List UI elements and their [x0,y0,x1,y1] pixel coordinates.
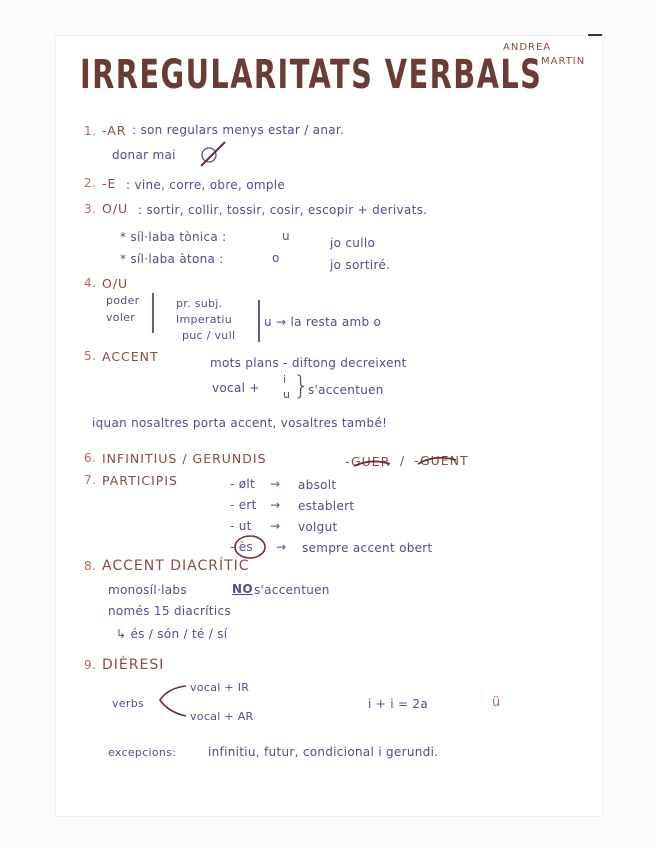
participle-arrow-3: → [270,519,281,533]
section-7-label: PARTICIPIS [102,473,178,488]
section-3-bullet-2: * síl·laba àtona : [120,252,224,266]
section-4-result: u → la resta amb o [264,315,382,329]
section-9-label: DIÈRESI [102,657,165,673]
section-5-u: u [283,388,291,401]
participle-result-3: volgut [298,520,338,534]
section-4-mood-1: pr. subj. [176,297,223,310]
participle-arrow-4: → [276,540,287,554]
section-5-i: i [283,373,287,386]
section-4-divider [152,293,154,333]
section-3-label: O/U [102,201,129,216]
section-4-mood-2: Imperatiu [176,313,233,326]
section-4-bracket [258,300,260,342]
participle-result-2: establert [298,499,355,513]
section-4-number: 4. [84,276,97,290]
participle-result-1: absolt [298,478,337,492]
participle-suffix-2: - ert [230,498,257,512]
section-4-verb-poder: poder [106,294,140,307]
empty-set-symbol [198,140,228,170]
section-8-line-3: ↳ és / són / té / sí [116,627,228,641]
section-3-bullet-2-example: jo sortiré. [330,258,391,272]
section-6-suffix-b: -GUENT [414,453,469,468]
section-6-separator: / [400,453,406,468]
participle-circle [234,534,270,560]
section-5-vocal: vocal + [212,381,260,395]
page-title: IRREGULARITATS VERBALS [80,52,543,98]
section-8-accentuate: s'accentuen [254,583,330,597]
section-1-text: : son regulars menys estar / anar. [132,123,345,137]
section-9-number: 9. [84,658,97,672]
section-8-label: ACCENT DIACRÍTIC [102,558,250,574]
section-9-exceptions-label: excepcions: [108,746,177,759]
section-5-line-2: s'accentuen [308,383,384,397]
section-4-verb-voler: voler [106,311,136,324]
section-3-bullet-1-vowel: u [282,229,290,243]
section-5-label: ACCENT [102,349,159,364]
section-5-note: iquan nosaltres porta accent, vosaltres també! [92,416,388,430]
section-6-number: 6. [84,451,97,465]
participle-arrow-2: → [270,498,281,512]
section-6-suffix-a: -GUER [345,454,391,469]
participle-suffix-1: - ølt [230,477,256,491]
section-2-label: -E [102,176,117,191]
section-6-underlines [352,448,472,478]
corner-dash [588,34,602,36]
section-3-text: : sortir, collir, tossir, cosir, escopir + derivats. [138,203,428,217]
section-9-branch-2: vocal + AR [190,710,254,723]
section-8-monosyllables: monosíl·labs [108,583,187,597]
author-first-name: ANDREA [503,42,552,53]
section-9-exceptions: infinitiu, futur, condicional i gerundi. [208,745,439,759]
section-6-label: INFINITIUS / GERUNDIS [102,451,267,466]
section-2-number: 2. [84,176,97,190]
section-9-branch-1: vocal + IR [190,681,250,694]
section-3-number: 3. [84,202,97,216]
section-4-mood-3: puc / vull [182,329,236,342]
author-last-name: MARTIN [541,56,586,67]
section-4-label: O/U [102,276,129,291]
section-8-number: 8. [84,559,97,573]
section-9-fork [156,680,190,724]
participle-arrow-1: → [270,477,281,491]
section-3-bullet-1-example: jo cullo [330,236,376,250]
section-2-text: : vine, corre, obre, omple [126,178,286,192]
section-8-line-2: només 15 diacrítics [108,604,231,618]
section-3-bullet-2-vowel: o [272,251,280,265]
section-8-no: NO [232,582,253,596]
section-9-u-dieresis: ü [492,695,501,710]
participle-result-4: sempre accent obert [302,541,433,555]
section-9-formula: i + i = 2a [368,697,429,711]
section-5-line-1: mots plans - diftong decreixent [210,356,407,370]
section-1-label: -AR [102,123,127,138]
section-1-number: 1. [84,124,97,138]
section-9-verbs: verbs [112,697,145,710]
section-5-number: 5. [84,349,97,363]
section-1-line2: donar mai [112,148,176,162]
participle-suffix-4: - ès [230,540,253,554]
participle-suffix-3: - ut [230,519,252,533]
section-3-bullet-1: * síl·laba tònica : [120,230,227,244]
section-5-brace: } [293,371,310,401]
section-7-number: 7. [84,473,97,487]
